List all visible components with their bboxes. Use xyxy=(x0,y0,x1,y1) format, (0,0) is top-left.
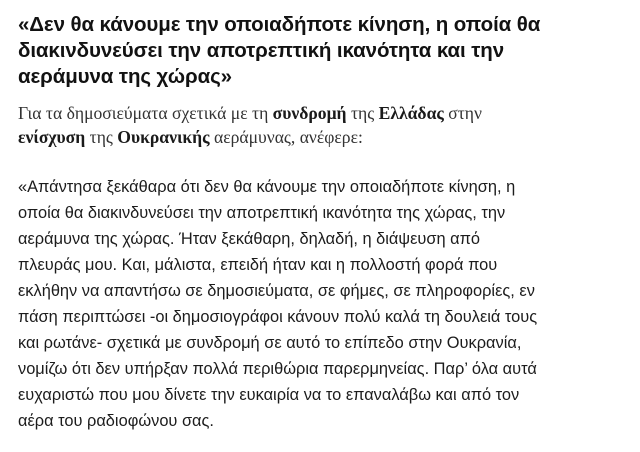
intro-text: της xyxy=(346,103,379,123)
headline-line: αεράμυνα της χώρας» xyxy=(18,65,232,88)
intro-line xyxy=(18,125,628,149)
headline-line: διακινδυνεύσει την αποτρεπτική ικανότητα και την xyxy=(18,39,504,62)
quote-line: πάση περιπτώσει -οι δημοσιογράφοι κάνουν πολύ καλά τη δουλειά τους xyxy=(18,308,538,326)
quote-line: αεράμυνα της χώρας. Ήταν ξεκάθαρη, δηλαδή, η διάψευση από xyxy=(18,230,481,248)
intro-text: στην xyxy=(443,103,482,123)
quote-paragraph xyxy=(18,174,628,434)
intro-paragraph xyxy=(18,101,628,149)
intro-text: Για τα δημοσιεύματα σχετικά με τη xyxy=(18,103,273,123)
quote-line: οποία θα διακινδυνεύσει την αποτρεπτική ικανότητα της χώρας, την xyxy=(18,204,506,222)
intro-line xyxy=(18,101,628,125)
intro-bold-term: ενίσχυση xyxy=(18,127,86,147)
headline xyxy=(18,12,628,90)
quote-line: εκλήθην να απαντήσω σε δημοσιεύματα, σε φήμες, σε πληροφορίες, εν xyxy=(18,282,535,300)
article xyxy=(18,12,628,434)
intro-bold-term: συνδρομή xyxy=(272,103,347,123)
quote-line: «Απάντησα ξεκάθαρα ότι δεν θα κάνουμε την οποιαδήποτε κίνηση, η xyxy=(18,178,516,196)
intro-bold-term: Ουκρανικής xyxy=(117,127,210,147)
intro-text: αεράμυνας, ανέφερε: xyxy=(209,127,363,147)
headline-line: «Δεν θα κάνουμε την οποιαδήποτε κίνηση, η οποία θα xyxy=(18,13,541,36)
quote-line: νομίζω ότι δεν υπήρξαν πολλά περιθώρια παρερμηνείας. Παρ’ όλα αυτά xyxy=(18,360,537,378)
intro-bold-term: Ελλάδας xyxy=(378,103,444,123)
quote-line: πλευράς μου. Και, μάλιστα, επειδή ήταν και η πολλοστή φορά που xyxy=(18,256,498,274)
intro-text: της xyxy=(85,127,118,147)
quote-line: και ρωτάνε- σχετικά με συνδρομή σε αυτό το επίπεδο στην Ουκρανία, xyxy=(18,334,522,352)
quote-line: αέρα του ραδιοφώνου σας. xyxy=(18,412,214,430)
quote-line: ευχαριστώ που μου δίνετε την ευκαιρία να το επαναλάβω και από τον xyxy=(18,386,520,404)
